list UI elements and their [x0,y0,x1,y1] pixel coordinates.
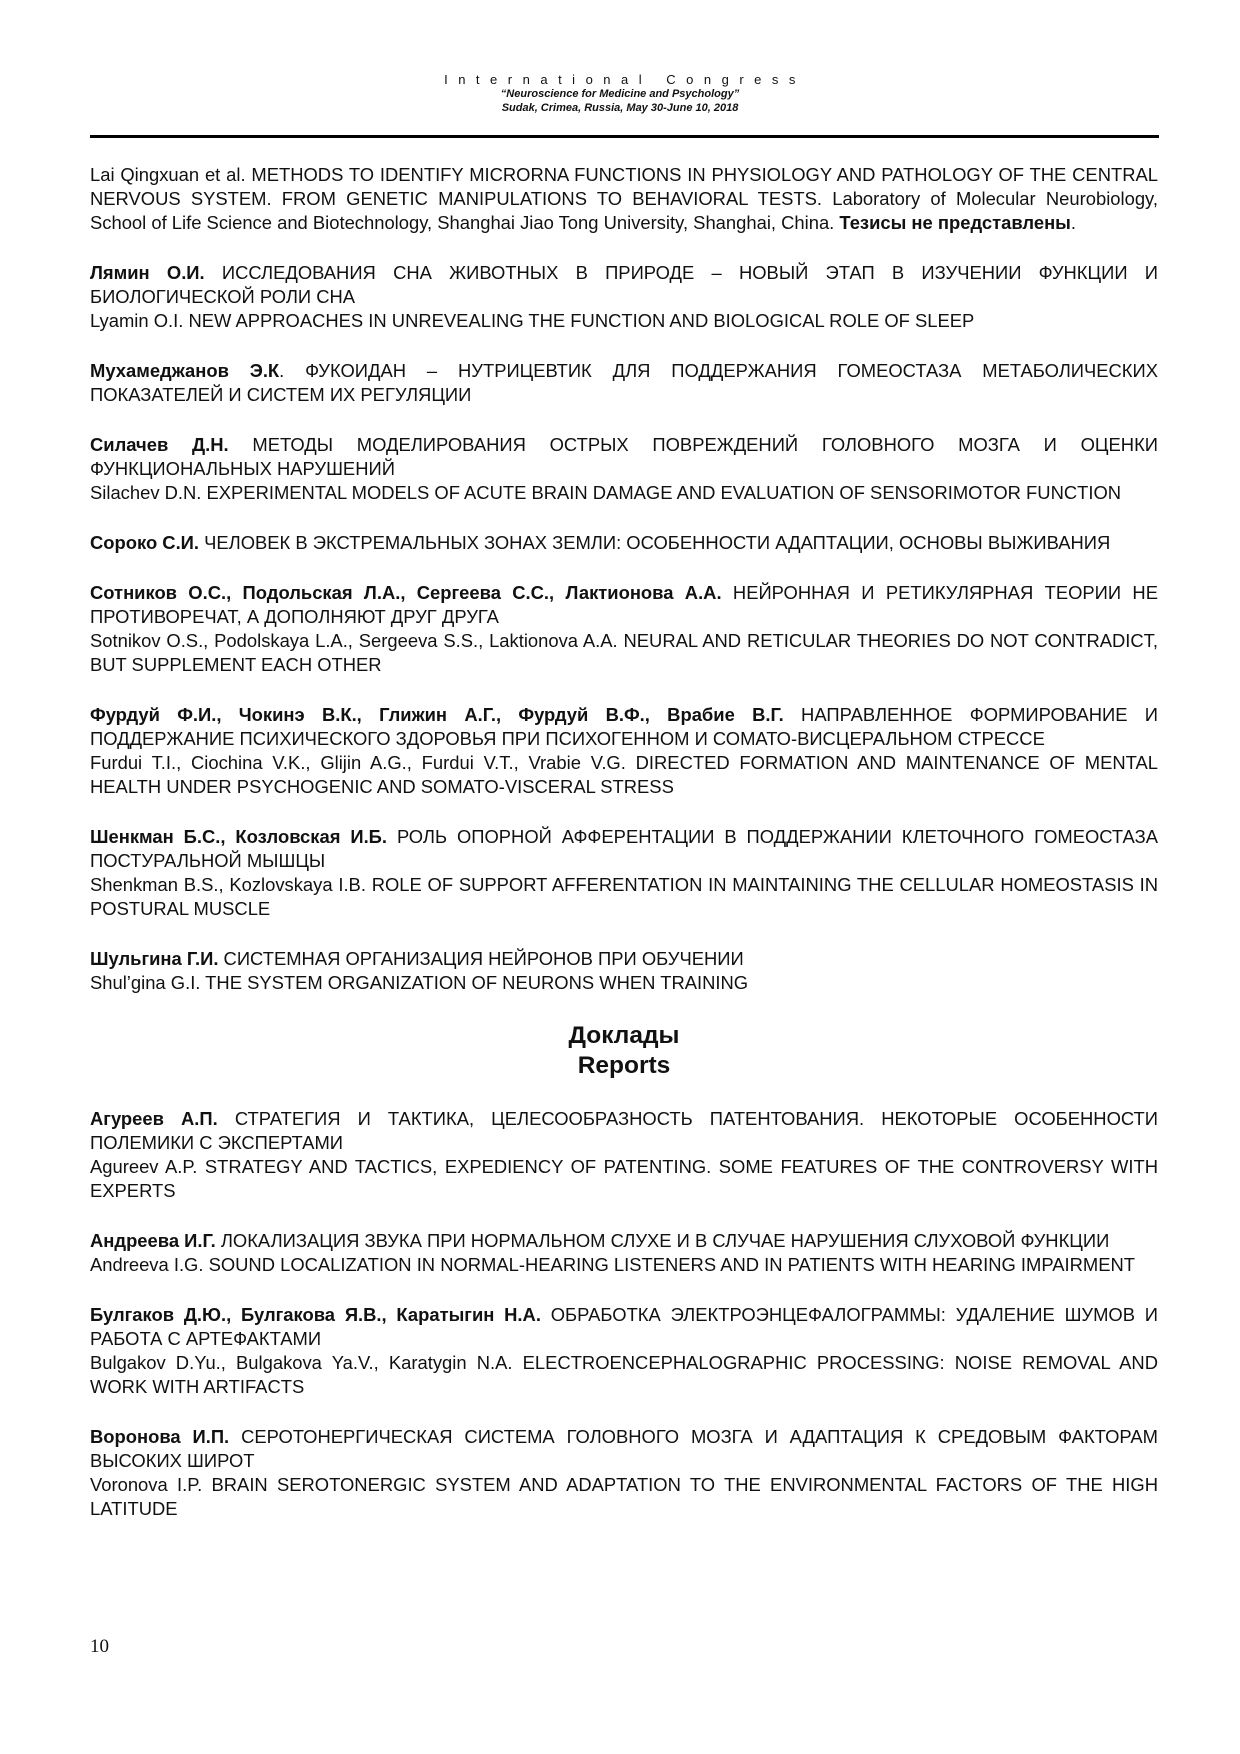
entry [90,1303,1158,1399]
entry-title-text: ИССЛЕДОВАНИЯ СНА ЖИВОТНЫХ В ПРИРОДЕ – НОВЫЙ ЭТАП В ИЗУЧЕНИИ ФУНКЦИИ И БИОЛОГИЧЕСКОЙ РОЛИ СНА [90,262,1158,307]
entry [90,1107,1158,1203]
entry-title [90,947,1158,971]
entry-title-text: НАПРАВЛЕННОЕ ФОРМИРОВАНИЕ И ПОДДЕРЖАНИЕ ПСИХИЧЕСКОГО ЗДОРОВЬЯ ПРИ ПСИХОГЕННОМ И СОМАТО-ВИСЦЕРАЛЬНОМ СТРЕССЕ [90,704,1158,749]
entry-title-text: Lai Qingxuan et al. METHODS TO IDENTIFY MICRORNA FUNCTIONS IN PHYSIOLOGY AND PATHOLOGY OF THE CENTRAL NERVOUS SYSTEM. FROM GENETIC MANIPULATIONS TO BEHAVIORAL TESTS. Laboratory of Molecular Neurobiology, School of Life Science and Biotechnology, Shanghai Jiao Tong University, Shanghai, China. [90,164,1158,233]
entry-title [90,433,1158,481]
entry-authors: Агуреев А.П. [90,1108,218,1129]
entry-authors: Силачев Д.Н. [90,434,229,455]
page-content [90,163,1158,1547]
entry-english-title: Silachev D.N. EXPERIMENTAL MODELS OF ACUTE BRAIN DAMAGE AND EVALUATION OF SENSORIMOTOR FUNCTION [90,482,1122,503]
entry-authors: Мухамеджанов Э.К [90,360,280,381]
entry-title-text: РОЛЬ ОПОРНОЙ АФФЕРЕНТАЦИИ В ПОДДЕРЖАНИИ КЛЕТОЧНОГО ГОМЕОСТАЗА ПОСТУРАЛЬНОЙ МЫШЦЫ [90,826,1158,871]
congress-label: International Congress [444,72,806,87]
entry-authors: Сороко С.И. [90,532,200,553]
entry-title-text: . [1070,212,1077,233]
entry-title [90,163,1158,235]
entry-title-text: ЛОКАЛИЗАЦИЯ ЗВУКА ПРИ НОРМАЛЬНОМ СЛУХЕ И В СЛУЧАЕ НАРУШЕНИЯ СЛУХОВОЙ ФУНКЦИИ [215,1230,1110,1251]
entry-authors: Шульгина Г.И. [90,948,219,969]
entry-english-title: Shenkman B.S., Kozlovskaya I.B. ROLE OF SUPPORT AFFERENTATION IN MAINTAINING THE CELLULAR HOMEOSTASIS IN POSTURAL MUSCLE [90,874,1158,919]
entry-title-text: СТРАТЕГИЯ И ТАКТИКА, ЦЕЛЕСООБРАЗНОСТЬ ПАТЕНТОВАНИЯ. НЕКОТОРЫЕ ОСОБЕННОСТИ ПОЛЕМИКИ С ЭКСПЕРТАМИ [90,1108,1158,1153]
entry-title [90,1303,1158,1351]
entry-title [90,531,1158,555]
entry [90,163,1158,235]
congress-place-date: Sudak, Crimea, Russia, May 30-June 10, 2018 [501,102,739,114]
report-list [90,1107,1158,1521]
entry-title [90,703,1158,751]
entry-note: Тезисы не представлены [839,212,1071,233]
entry [90,581,1158,677]
section-heading [90,1021,1158,1081]
entry-authors: Лямин О.И. [90,262,205,283]
entry-title-text: . ФУКОИДАН – НУТРИЦЕВТИК ДЛЯ ПОДДЕРЖАНИЯ ГОМЕОСТАЗА МЕТАБОЛИЧЕСКИХ ПОКАЗАТЕЛЕЙ И СИСТЕМ ИХ РЕГУЛЯЦИИ [90,360,1158,405]
page-header [0,72,1240,115]
entry [90,359,1158,407]
entry-authors: Андреева И.Г. [90,1230,216,1251]
entry-authors: Шенкман Б.С., Козловская И.Б. [90,826,388,847]
entry-authors: Сотников О.С., Подольская Л.А., Сергеева С.С., Лактионова А.А. [90,582,722,603]
entry [90,947,1158,995]
congress-title: “Neuroscience for Medicine and Psychology” [500,88,740,100]
entry-authors: Фурдуй Ф.И., Чокинэ В.К., Глижин А.Г., Фурдуй В.Ф., Врабие В.Г. [90,704,784,725]
entry-authors: Воронова И.П. [90,1426,230,1447]
entry [90,703,1158,799]
entry-english-title: Furdui T.I., Ciochina V.K., Glijin A.G., Furdui V.T., Vrabie V.G. DIRECTED FORMATION AND MAINTENANCE OF MENTAL HEALTH UNDER PSYCHOGENIC AND SOMATO-VISCERAL STRESS [90,752,1158,797]
entry-authors: Булгаков Д.Ю., Булгакова Я.В., Каратыгин Н.А. [90,1304,541,1325]
abstract-list [90,163,1158,995]
entry [90,825,1158,921]
entry-title [90,1425,1158,1473]
entry-title [90,825,1158,873]
entry-english-title: Sotnikov O.S., Podolskaya L.A., Sergeeva S.S., Laktionova A.A. NEURAL AND RETICULAR THEORIES DO NOT CONTRADICT, BUT SUPPLEMENT EACH OTHER [90,630,1158,675]
entry-title [90,581,1158,629]
entry-title [90,1107,1158,1155]
entry-english-title: Voronova I.P. BRAIN SEROTONERGIC SYSTEM AND ADAPTATION TO THE ENVIRONMENTAL FACTORS OF THE HIGH LATITUDE [90,1474,1158,1519]
section-title-ru: Доклады [568,1022,680,1049]
section-title-en: Reports [577,1052,671,1079]
entry-english-title: Shul’gina G.I. THE SYSTEM ORGANIZATION OF NEURONS WHEN TRAINING [90,972,749,993]
entry-title [90,1229,1158,1253]
entry-english-title: Lyamin O.I. NEW APPROACHES IN UNREVEALING THE FUNCTION AND BIOLOGICAL ROLE OF SLEEP [90,310,975,331]
entry-english-title: Andreeva I.G. SOUND LOCALIZATION IN NORMAL-HEARING LISTENERS AND IN PATIENTS WITH HEARING IMPAIRMENT [90,1254,1136,1275]
entry-title-text: СИСТЕМНАЯ ОРГАНИЗАЦИЯ НЕЙРОНОВ ПРИ ОБУЧЕНИИ [218,948,744,969]
entry-title-text: ЧЕЛОВЕК В ЭКСТРЕМАЛЬНЫХ ЗОНАХ ЗЕМЛИ: ОСОБЕННОСТИ АДАПТАЦИИ, ОСНОВЫ ВЫЖИВАНИЯ [199,532,1111,553]
entry-title [90,359,1158,407]
entry [90,531,1158,555]
header-rule [90,135,1159,138]
page-number: 10 [90,1636,109,1657]
entry [90,433,1158,505]
entry-title-text: МЕТОДЫ МОДЕЛИРОВАНИЯ ОСТРЫХ ПОВРЕЖДЕНИЙ ГОЛОВНОГО МОЗГА И ОЦЕНКИ ФУНКЦИОНАЛЬНЫХ НАРУШЕНИЙ [90,434,1158,479]
entry-title-text: ОБРАБОТКА ЭЛЕКТРОЭНЦЕФАЛОГРАММЫ: УДАЛЕНИЕ ШУМОВ И РАБОТА С АРТЕФАКТАМИ [90,1304,1159,1349]
entry-title-text: НЕЙРОННАЯ И РЕТИКУЛЯРНАЯ ТЕОРИИ НЕ ПРОТИВОРЕЧАТ, А ДОПОЛНЯЮТ ДРУГ ДРУГА [90,582,1158,627]
entry [90,1229,1158,1277]
entry-english-title: Agureev A.P. STRATEGY AND TACTICS, EXPEDIENCY OF PATENTING. SOME FEATURES OF THE CONTROVERSY WITH EXPERTS [90,1156,1158,1201]
entry [90,1425,1158,1521]
entry-title [90,261,1158,309]
entry-title-text: СЕРОТОНЕРГИЧЕСКАЯ СИСТЕМА ГОЛОВНОГО МОЗГА И АДАПТАЦИЯ К СРЕДОВЫМ ФАКТОРАМ ВЫСОКИХ ШИРОТ [90,1426,1158,1471]
entry [90,261,1158,333]
entry-english-title: Bulgakov D.Yu., Bulgakova Ya.V., Karatygin N.A. ELECTROENCEPHALOGRAPHIC PROCESSING: NOISE REMOVAL AND WORK WITH ARTIFACTS [90,1352,1158,1397]
